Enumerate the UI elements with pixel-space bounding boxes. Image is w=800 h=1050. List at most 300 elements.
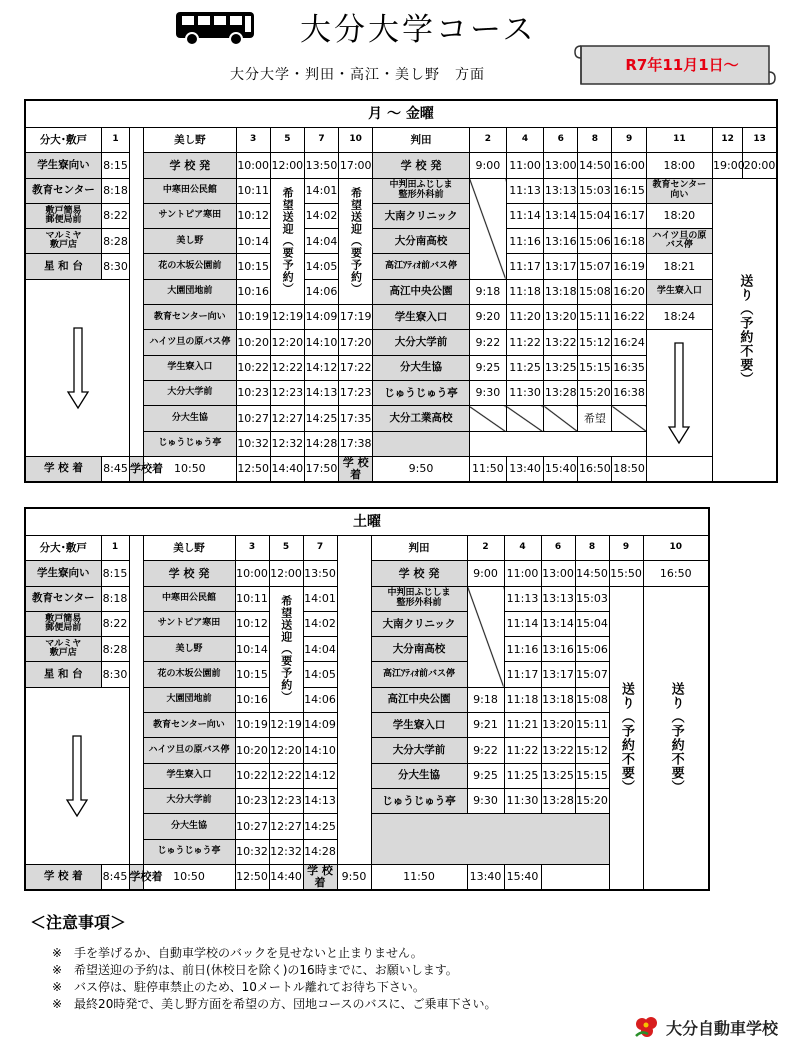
time-cell: 10:14: [236, 229, 270, 254]
time-cell: 14:13: [303, 788, 337, 813]
stop-name: 学生寮向い: [25, 561, 101, 586]
time-cell: 16:18: [612, 229, 646, 254]
stop-name: 大分大学前: [373, 330, 470, 355]
page-subtitle: 大分大学・判田・高江・美し野 方面: [230, 67, 485, 83]
time-cell: 9:00: [467, 561, 504, 586]
time-cell: 14:04: [304, 229, 338, 254]
time-cell: 17:23: [339, 380, 373, 405]
stop-name: 学校着: [130, 456, 144, 481]
time-cell: 14:06: [303, 687, 337, 712]
note-item: ※ 最終20時発で、美し野方面を希望の方、団地コースのバスに、ご乗車下さい。: [52, 997, 497, 1011]
time-cell: 8:15: [101, 153, 129, 178]
time-cell: 15:20: [575, 788, 609, 813]
time-cell: 9:30: [469, 380, 506, 405]
stop-name: 学校着: [129, 864, 143, 889]
trip-number: 1: [101, 536, 129, 561]
time-cell: 8:30: [101, 662, 129, 687]
time-cell: 12:00: [269, 561, 303, 586]
trip-number: 13: [743, 128, 777, 153]
time-cell: 10:27: [235, 814, 269, 839]
stop-name: 高江中央公園: [371, 687, 467, 712]
time-cell: 10:11: [236, 178, 270, 203]
time-cell: 11:00: [506, 153, 543, 178]
time-cell: 10:22: [236, 355, 270, 380]
time-cell: 18:00: [646, 153, 712, 178]
time-cell: 10:19: [235, 713, 269, 738]
route-c-header: 判田: [373, 128, 470, 153]
time-cell: 10:22: [235, 763, 269, 788]
time-cell: 13:18: [544, 279, 578, 304]
stop-name: 教育センター: [25, 586, 101, 611]
down-arrow-icon: [668, 343, 690, 443]
trip-number: 4: [506, 128, 543, 153]
time-cell: 16:50: [578, 456, 612, 481]
time-cell: 10:27: [236, 406, 270, 431]
time-cell: 8:22: [101, 611, 129, 636]
stop-name: 高江ｱﾃｨｵ前バス停: [371, 662, 467, 687]
time-cell: 15:04: [578, 203, 612, 228]
no-service-diagonal: [469, 178, 506, 279]
notes-heading: ＜注意事項＞: [30, 913, 127, 932]
time-cell: 12:00: [270, 153, 304, 178]
time-cell: 13:00: [544, 153, 578, 178]
no-service-diagonal: [612, 406, 646, 431]
time-cell: 16:15: [612, 178, 646, 203]
time-cell: 10:50: [144, 456, 236, 481]
stop-name: 学生寮入口: [144, 355, 236, 380]
stop-name: 大分大学前: [371, 738, 467, 763]
time-cell: 15:40: [504, 864, 541, 889]
time-cell: 16:17: [612, 203, 646, 228]
stop-name: 美し野: [143, 637, 235, 662]
trip-number: 9: [612, 128, 646, 153]
time-cell: 18:50: [612, 456, 646, 481]
time-cell: 17:35: [339, 406, 373, 431]
time-cell: 8:45: [101, 864, 129, 889]
time-cell: 8:18: [101, 178, 129, 203]
trip-number: 6: [544, 128, 578, 153]
note-item: ※ バス停は、駐停車禁止のため、10メートル離れてお待ち下さい。: [52, 980, 425, 994]
time-cell: 9:18: [467, 687, 504, 712]
stop-name: 学生寮向い: [25, 153, 101, 178]
down-arrow-icon: [66, 736, 88, 816]
time-cell: 12:32: [269, 839, 303, 864]
time-cell: 12:50: [236, 456, 270, 481]
stop-name: マルミヤ 敷戸店: [25, 229, 101, 254]
time-cell: 13:14: [541, 611, 575, 636]
stop-name: ハイツ旦の原 バス停: [646, 229, 712, 254]
stop-name: 学 校 発: [144, 153, 236, 178]
time-cell: 10:12: [235, 611, 269, 636]
time-cell: 14:05: [304, 254, 338, 279]
time-cell: 17:50: [304, 456, 338, 481]
stop-name: 大園団地前: [144, 279, 236, 304]
time-cell: 12:32: [270, 431, 304, 456]
time-cell: 11:16: [506, 229, 543, 254]
request-pickup-note: 希望送迎（要予約）: [270, 178, 304, 304]
time-cell: 15:08: [575, 687, 609, 712]
time-cell: 13:25: [544, 355, 578, 380]
time-cell: 10:15: [236, 254, 270, 279]
time-cell: 10:20: [236, 330, 270, 355]
time-cell: 15:50: [609, 561, 643, 586]
time-cell: 10:23: [236, 380, 270, 405]
time-cell: 8:28: [101, 637, 129, 662]
time-cell: 15:07: [575, 662, 609, 687]
time-cell: 13:16: [541, 637, 575, 662]
time-cell: 10:32: [235, 839, 269, 864]
time-cell: 12:27: [270, 406, 304, 431]
empty-cell: [371, 814, 609, 865]
stop-name: 学 校 着: [25, 864, 101, 889]
time-cell: 11:20: [506, 305, 543, 330]
time-cell: 15:06: [578, 229, 612, 254]
time-cell: 13:40: [506, 456, 543, 481]
time-cell: 13:40: [467, 864, 504, 889]
time-cell: 14:10: [303, 738, 337, 763]
time-cell: 14:25: [303, 814, 337, 839]
time-cell: 8:45: [101, 456, 129, 481]
time-cell: 14:09: [304, 305, 338, 330]
time-cell: 11:22: [506, 330, 543, 355]
trip-number: 2: [467, 536, 504, 561]
stop-name: 学 校 発: [371, 561, 467, 586]
stop-name: 学 校 発: [373, 153, 470, 178]
time-cell: 8:15: [101, 561, 129, 586]
route-c-header: 判田: [371, 536, 467, 561]
time-cell: 13:28: [541, 788, 575, 813]
time-cell: 9:30: [467, 788, 504, 813]
time-cell: 希望: [578, 406, 612, 431]
stop-name: 教育センター向い: [143, 713, 235, 738]
trip-number: 7: [304, 128, 338, 153]
note-item: ※ 手を挙げるか、自動車学校のバックを見せないと止まりません。: [52, 946, 423, 960]
time-cell: 14:12: [304, 355, 338, 380]
time-cell: 12:50: [235, 864, 269, 889]
time-cell: 17:38: [339, 431, 373, 456]
stop-name: 教育センター向い: [144, 305, 236, 330]
arrow-cell: [25, 687, 129, 864]
time-cell: 14:10: [304, 330, 338, 355]
time-cell: 10:23: [235, 788, 269, 813]
stop-name: 花の木坂公園前: [144, 254, 236, 279]
stop-name: 大分大学前: [144, 380, 236, 405]
time-cell: 14:05: [303, 662, 337, 687]
time-cell: 12:23: [269, 788, 303, 813]
stop-name: 学生寮入口: [143, 763, 235, 788]
trip-number: 5: [270, 128, 304, 153]
stop-name: [373, 431, 470, 456]
time-cell: 14:09: [303, 713, 337, 738]
time-cell: 13:25: [541, 763, 575, 788]
time-cell: 10:19: [236, 305, 270, 330]
time-cell: 12:27: [269, 814, 303, 839]
stop-name: ハイツ旦の原バス停: [144, 330, 236, 355]
logo-text: 大分自動車学校: [665, 1018, 778, 1038]
time-cell: 8:28: [101, 229, 129, 254]
time-cell: 9:22: [469, 330, 506, 355]
arrow-cell: [646, 330, 712, 456]
trip-number: 2: [469, 128, 506, 153]
time-cell: 8:30: [101, 254, 129, 279]
time-cell: 9:25: [469, 355, 506, 380]
school-logo: [632, 1014, 778, 1040]
time-cell: 12:23: [270, 380, 304, 405]
stop-name: 中判田ふじしま 整形外科前: [373, 178, 470, 203]
time-cell: 16:00: [612, 153, 646, 178]
trip-number: 10: [339, 128, 373, 153]
route-a-header: 分大･敷戸: [25, 128, 101, 153]
time-cell: 11:17: [504, 662, 541, 687]
time-cell: 15:20: [578, 380, 612, 405]
time-cell: 10:50: [143, 864, 235, 889]
time-cell: 9:50: [337, 864, 371, 889]
stop-name: 星 和 台: [25, 254, 101, 279]
no-service-diagonal: [467, 586, 504, 687]
time-cell: 10:11: [235, 586, 269, 611]
stop-name: マルミヤ 敷戸店: [25, 637, 101, 662]
time-cell: 14:04: [303, 637, 337, 662]
time-cell: 16:20: [612, 279, 646, 304]
stop-name: 分大生協: [144, 406, 236, 431]
stop-name: 高江ｱﾃｨｵ前バス停: [373, 254, 470, 279]
time-cell: 11:18: [504, 687, 541, 712]
time-cell: 11:14: [506, 203, 543, 228]
stop-name: 学 校 発: [143, 561, 235, 586]
time-cell: 10:14: [235, 637, 269, 662]
stop-name: じゅうじゅう亭: [143, 839, 235, 864]
trip-number: 8: [575, 536, 609, 561]
time-cell: 14:50: [578, 153, 612, 178]
time-cell: 10:15: [235, 662, 269, 687]
request-pickup-note: 希望送迎（要予約）: [339, 178, 373, 304]
trip-number: 12: [713, 128, 743, 153]
table-row: [25, 128, 777, 153]
time-cell: 18:21: [646, 254, 712, 279]
time-cell: 11:13: [504, 586, 541, 611]
time-cell: 13:16: [544, 229, 578, 254]
stop-name: 分大生協: [373, 355, 470, 380]
table-row: [25, 864, 709, 889]
time-cell: 13:14: [544, 203, 578, 228]
stop-name: サントピア寒田: [144, 203, 236, 228]
time-cell: 19:00: [713, 153, 743, 178]
time-cell: 16:24: [612, 330, 646, 355]
time-cell: 14:28: [304, 431, 338, 456]
time-cell: 11:22: [504, 738, 541, 763]
time-cell: 15:15: [575, 763, 609, 788]
trip-number: 3: [235, 536, 269, 561]
stop-name: 学 校 着: [303, 864, 337, 889]
time-cell: 9:00: [469, 153, 506, 178]
time-cell: 15:06: [575, 637, 609, 662]
stop-name: 学生寮入口: [373, 305, 470, 330]
stop-name: じゅうじゅう亭: [373, 380, 470, 405]
time-cell: 14:01: [304, 178, 338, 203]
no-service-diagonal: [506, 406, 543, 431]
time-cell: 11:21: [504, 713, 541, 738]
table-caption: 月 ～ 金曜: [25, 100, 777, 128]
time-cell: 8:22: [101, 203, 129, 228]
time-cell: 13:28: [544, 380, 578, 405]
time-cell: 13:17: [541, 662, 575, 687]
time-cell: 14:25: [304, 406, 338, 431]
table-caption: 土曜: [25, 508, 709, 536]
time-cell: 14:28: [303, 839, 337, 864]
table-row: [25, 456, 777, 481]
time-cell: 11:00: [504, 561, 541, 586]
time-cell: 15:12: [578, 330, 612, 355]
stop-name: 大南クリニック: [373, 203, 470, 228]
time-cell: 10:20: [235, 738, 269, 763]
time-cell: 11:13: [506, 178, 543, 203]
trip-number: 5: [269, 536, 303, 561]
time-cell: 14:40: [270, 456, 304, 481]
time-cell: 12:22: [269, 763, 303, 788]
route-b-header: 美し野: [144, 128, 236, 153]
note-item: ※ 希望送迎の予約は、前日(休校日を除く)の16時までに、お願いします。: [52, 963, 458, 977]
time-cell: 9:50: [373, 456, 470, 481]
down-arrow-icon: [67, 328, 89, 408]
trip-number: 3: [236, 128, 270, 153]
time-cell: 14:40: [269, 864, 303, 889]
stop-name: 花の木坂公園前: [143, 662, 235, 687]
time-cell: 16:22: [612, 305, 646, 330]
time-cell: 15:08: [578, 279, 612, 304]
spacer: [129, 536, 143, 865]
stop-name: 学 校 着: [25, 456, 101, 481]
route-a-header: 分大･敷戸: [25, 536, 101, 561]
stop-name: 美し野: [144, 229, 236, 254]
effective-date: R7年11月1日～: [625, 56, 739, 74]
saturday-timetable: [24, 507, 710, 891]
time-cell: 17:20: [339, 330, 373, 355]
time-cell: 13:13: [544, 178, 578, 203]
page-title: 大分大学コース: [300, 12, 537, 48]
time-cell: 14:02: [303, 611, 337, 636]
stop-name: 学 校 着: [339, 456, 373, 481]
stop-name: 学生寮入口: [646, 279, 712, 304]
time-cell: 15:03: [575, 586, 609, 611]
stop-name: 大南クリニック: [371, 611, 467, 636]
trip-number: 1: [101, 128, 129, 153]
stop-name: 大園団地前: [143, 687, 235, 712]
no-service-diagonal: [544, 406, 578, 431]
drop-off-note: 送り（予約不要）: [713, 178, 778, 482]
spacer: [130, 128, 144, 457]
time-cell: 16:35: [612, 355, 646, 380]
time-cell: 15:11: [575, 713, 609, 738]
trip-number: 9: [609, 536, 643, 561]
time-cell: 13:13: [541, 586, 575, 611]
time-cell: 17:00: [339, 153, 373, 178]
stop-name: 星 和 台: [25, 662, 101, 687]
time-cell: 12:20: [269, 738, 303, 763]
time-cell: 17:22: [339, 355, 373, 380]
time-cell: 13:20: [544, 305, 578, 330]
time-cell: 17:19: [339, 305, 373, 330]
time-cell: 20:00: [743, 153, 777, 178]
time-cell: 13:50: [303, 561, 337, 586]
time-cell: 13:18: [541, 687, 575, 712]
time-cell: 12:19: [269, 713, 303, 738]
time-cell: 15:11: [578, 305, 612, 330]
time-cell: 9:18: [469, 279, 506, 304]
trip-number: 8: [578, 128, 612, 153]
trip-number: 6: [541, 536, 575, 561]
no-service-diagonal: [469, 406, 506, 431]
arrow-cell: [25, 279, 130, 456]
spacer: [337, 536, 371, 865]
stop-name: 大分南高校: [373, 229, 470, 254]
stop-name: 高江中央公園: [373, 279, 470, 304]
time-cell: 13:00: [541, 561, 575, 586]
table-row: [25, 508, 709, 536]
request-pickup-note: 希望送迎（要予約）: [269, 586, 303, 712]
time-cell: 18:24: [646, 305, 712, 330]
route-b-header: 美し野: [143, 536, 235, 561]
time-cell: 12:19: [270, 305, 304, 330]
time-cell: 10:00: [236, 153, 270, 178]
table-row: [25, 100, 777, 128]
time-cell: 16:19: [612, 254, 646, 279]
time-cell: 14:02: [304, 203, 338, 228]
time-cell: 16:50: [643, 561, 709, 586]
stop-name: 中寒田公民館: [143, 586, 235, 611]
time-cell: 9:21: [467, 713, 504, 738]
time-cell: 12:20: [270, 330, 304, 355]
time-cell: 11:18: [506, 279, 543, 304]
time-cell: 11:50: [371, 864, 467, 889]
time-cell: 14:01: [303, 586, 337, 611]
stop-name: ハイツ旦の原バス停: [143, 738, 235, 763]
stop-name: 敷戸簡易 郵便局前: [25, 611, 101, 636]
time-cell: 15:12: [575, 738, 609, 763]
time-cell: 11:25: [506, 355, 543, 380]
time-cell: 15:15: [578, 355, 612, 380]
empty-cell: [469, 431, 646, 456]
time-cell: 10:00: [235, 561, 269, 586]
stop-name: 大分大学前: [143, 788, 235, 813]
trip-number: 11: [646, 128, 712, 153]
stop-name: サントピア寒田: [143, 611, 235, 636]
drop-off-note: 送り（予約不要）: [609, 586, 643, 890]
time-cell: 14:06: [304, 279, 338, 304]
stop-name: 教育センター: [25, 178, 101, 203]
trip-number: 4: [504, 536, 541, 561]
time-cell: 10:32: [236, 431, 270, 456]
stop-name: 大分南高校: [371, 637, 467, 662]
time-cell: 13:50: [304, 153, 338, 178]
flower-logo-icon: [632, 1014, 662, 1040]
stop-name: じゅうじゅう亭: [371, 788, 467, 813]
time-cell: 16:38: [612, 380, 646, 405]
time-cell: 11:25: [504, 763, 541, 788]
stop-name: 中判田ふじしま 整形外科前: [371, 586, 467, 611]
time-cell: 15:07: [578, 254, 612, 279]
stop-name: 敷戸簡易 郵便局前: [25, 203, 101, 228]
time-cell: 11:30: [504, 788, 541, 813]
stop-name: 大分工業高校: [373, 406, 470, 431]
trip-number: 7: [303, 536, 337, 561]
time-cell: 11:16: [504, 637, 541, 662]
stop-name: 学生寮入口: [371, 713, 467, 738]
time-cell: 8:18: [101, 586, 129, 611]
stop-name: 中寒田公民館: [144, 178, 236, 203]
time-cell: 9:22: [467, 738, 504, 763]
time-cell: 11:14: [504, 611, 541, 636]
stop-name: 分大生協: [143, 814, 235, 839]
